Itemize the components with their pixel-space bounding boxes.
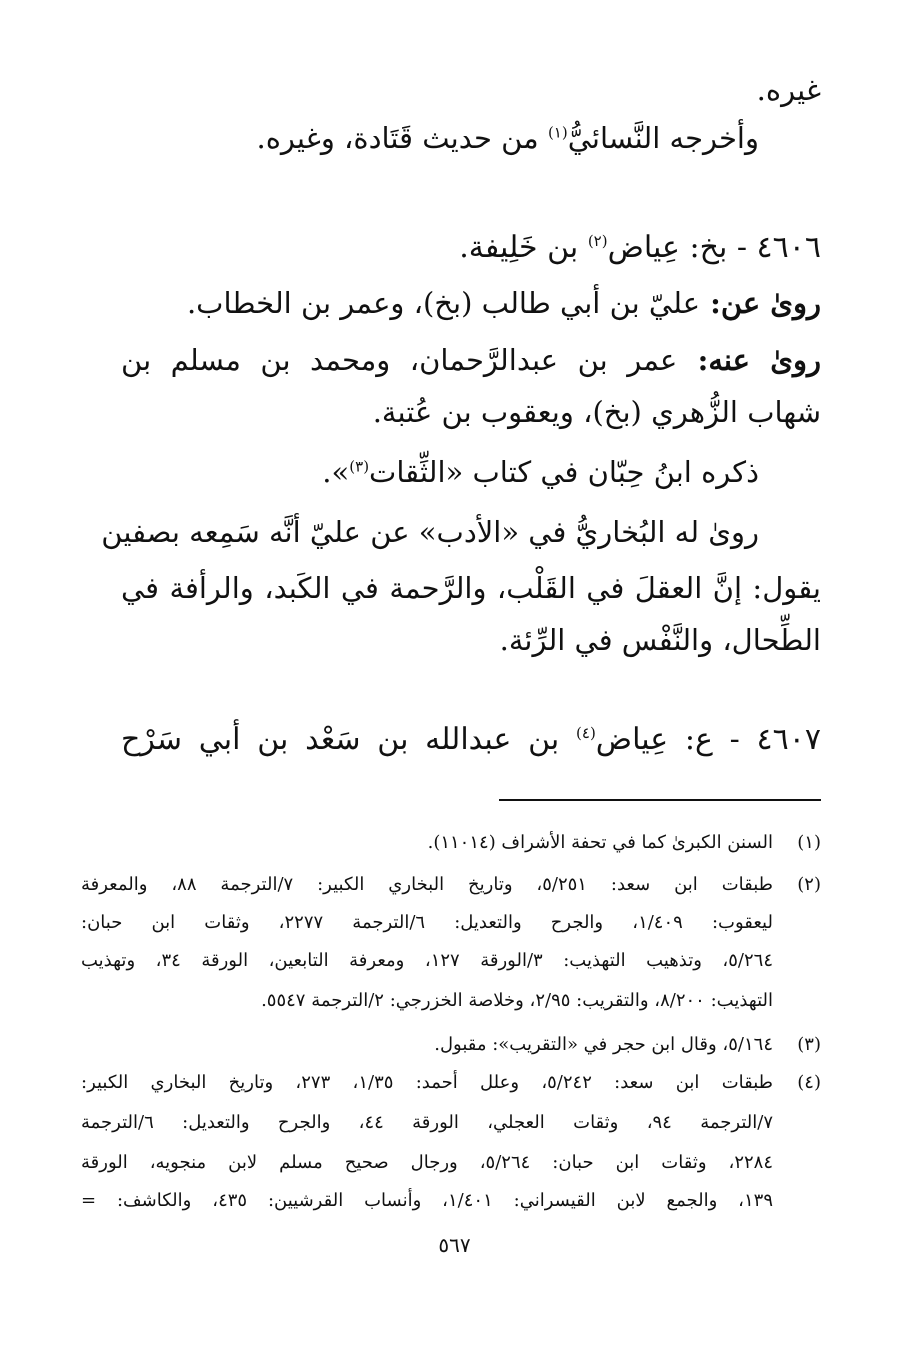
narrated-by-line: رویٰ عنه: عمر بن عبدالرَّحمان، ومحمد بن مسلم بن bbox=[121, 343, 821, 377]
narrated-by-label: رویٰ عنه: bbox=[677, 343, 821, 377]
footnote-2-line-3: ٥/٢٦٤، وتذهيب التهذيب: ٣/الورقة ١٢٧، ومعرفة التابعين، الورقة ٣٤، وتهذيب bbox=[81, 950, 773, 971]
footnote-separator bbox=[499, 799, 821, 801]
footnote-2-line-2: ليعقوب: ١/٤٠٩، والجرح والتعديل: ٦/الترجمة ٢٢٧٧، وثقات ابن حبان: bbox=[81, 912, 773, 933]
footnote-4-line-2: ٧/الترجمة ٩٤، وثقات العجلي، الورقة ٤٤، والجرح والتعديل: ٦/الترجمة bbox=[81, 1112, 773, 1133]
text-line-adab-1: رویٰ له البُخاريُّ في «الأدب» عن عليّ أنَّه سَمِعه بصفين bbox=[101, 515, 759, 549]
footnote-ref-4[interactable]: (٤) bbox=[576, 724, 596, 742]
footnote-4-line-1: طبقات ابن سعد: ٥/٢٤٢، وعلل أحمد: ١/٣٥، ٢٧٣، وتاريخ البخاري الكبير: bbox=[81, 1072, 774, 1093]
footnote-2-line-4: التهذيب: ٨/٢٠٠، والتقريب: ٢/٩٥، وخلاصة الخزرجي: ٢/الترجمة ٥٥٤٧. bbox=[261, 990, 773, 1011]
footnote-ref-2[interactable]: (٢) bbox=[587, 232, 608, 250]
footnote-2-line-1: طبقات ابن سعد: ٥/٢٥١، وتاريخ البخاري الكبير: ٧/الترجمة ٨٨، والمعرفة bbox=[81, 874, 773, 895]
narrated-from-label: رویٰ عن: bbox=[700, 286, 821, 320]
footnote-2-number: (٢) bbox=[797, 874, 821, 895]
footnote-3-line-1: ٥/١٦٤، وقال ابن حجر في «التقريب»: مقبول. bbox=[434, 1034, 773, 1055]
narrated-from-line: رویٰ عن: عليّ بن أبي طالب (بخ)، وعمر بن الخطاب. bbox=[186, 286, 821, 320]
text-line-thiqat: ذكره ابنُ حِبّان في كتاب «الثِّقات$^{(٣)}$». bbox=[322, 455, 759, 489]
footnote-ref-1[interactable]: (١) bbox=[547, 123, 568, 142]
entry-4606-heading: ٤٦٠٦ - بخ: عِياض$^{(٢)}$ بن خَلِيفة. bbox=[459, 230, 821, 265]
footnote-4-number: (٤) bbox=[797, 1072, 821, 1093]
text-line-adab-2: يقول: إنَّ العقلَ في القَلْب، والرَّحمة في الكَبد، والرأفة في bbox=[121, 571, 821, 605]
text-line-adab-3: الطِّحال، والنَّفْس في الرِّئة. bbox=[499, 623, 821, 657]
footnote-1-number: (١) bbox=[797, 832, 821, 853]
footnote-4-line-4: ١٣٩، والجمع لابن القيسراني: ١/٤٠١، وأنساب القرشيين: ٤٣٥، والكاشف: = bbox=[81, 1190, 773, 1211]
footnote-3-number: (٣) bbox=[797, 1034, 821, 1055]
footnote-1-line-1: السنن الكبرىٰ كما في تحفة الأشراف (١١٠١٤). bbox=[427, 832, 773, 853]
footnote-ref-3[interactable]: (٣) bbox=[349, 457, 370, 476]
footnote-4-line-3: ٢٢٨٤، وثقات ابن حبان: ٥/٢٦٤، ورجال صحيح مسلم لابن منجويه، الورقة bbox=[81, 1152, 773, 1173]
page-number: ٥٦٧ bbox=[438, 1233, 471, 1257]
text-line-zuhri: شهاب الزُّهري (بخ)، ويعقوب بن عُتبة. bbox=[372, 395, 821, 429]
entry-4607-heading: ٤٦٠٧ - ع: عِياض$^{(٤)}$ بن عبدالله بن سَعْد بن أبي سَرْح bbox=[121, 722, 821, 757]
text-line-continuation: غيره. bbox=[756, 73, 821, 107]
text-line-nasai: وأخرجه النَّسائيُّ$^{(١)}$ من حديث قَتَادة، وغيره. bbox=[256, 121, 759, 155]
